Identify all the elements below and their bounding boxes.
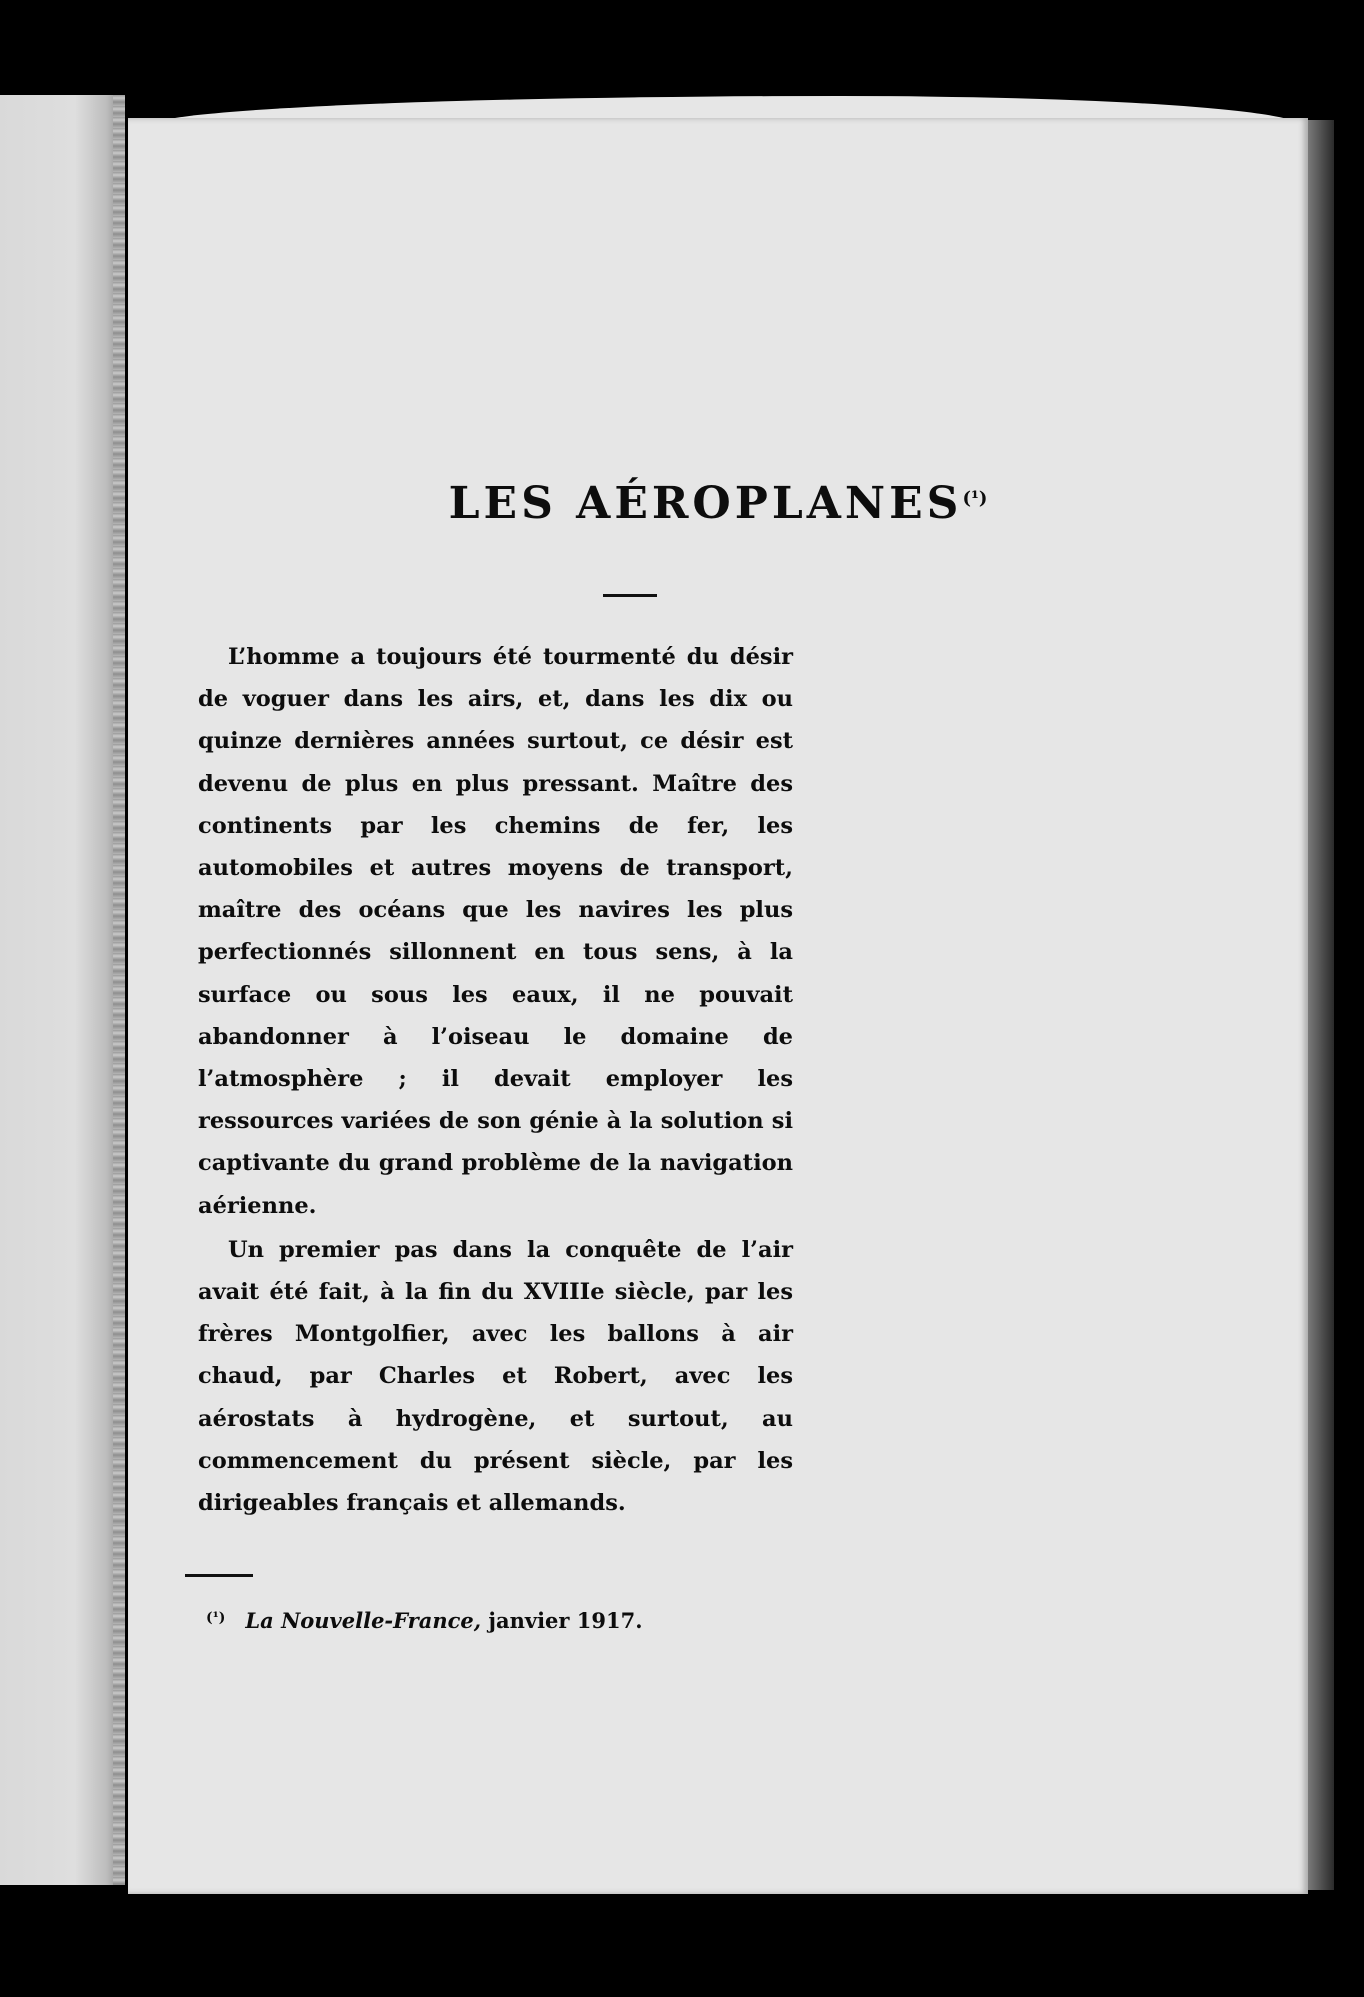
footnote-date: janvier 1917. <box>488 1608 643 1633</box>
paragraph-2: Un premier pas dans la conquête de l’air avait été fait, à la fin du XVIIIe siècle, par les frères Montgolfier, avec les ballons à air chaud, par Charles et Robert, avec les aérostats à hydrogène, et surtout, au commencement du présent siècle, par les dirigeables français et allemands. <box>198 1236 793 1517</box>
page-content <box>128 118 1308 1894</box>
title-divider <box>603 594 657 597</box>
book-page <box>128 118 1308 1894</box>
page-right-edge <box>1308 120 1334 1890</box>
body-text <box>198 636 793 1524</box>
title-footnote-marker: (¹) <box>962 488 988 509</box>
previous-page-edge <box>0 95 125 1885</box>
footnote-source: La Nouvelle-France, <box>245 1608 482 1633</box>
paragraph-1: L’homme a toujours été tourmenté du désir de voguer dans les airs, et, dans les dix ou quinze dernières années surtout, ce désir est devenu de plus en plus pressant. Maître des continents par les chemins de fer, les automobiles et autres moyens de transport, maître des océans que les navires les plus perfectionnés sillonnent en tous sens, à la surface ou sous les eaux, il ne pouvait abandonner à l’oiseau le domaine de l’atmosphère ; il devait employer les ressources variées de son génie à la solution si captivante du grand problème de la navigation aérienne. <box>198 644 793 1219</box>
title-text: LES AÉROPLANES <box>448 478 963 529</box>
footnote-divider <box>185 1574 253 1577</box>
page-title <box>128 478 1308 529</box>
footnote-marker: (¹) <box>206 1610 226 1626</box>
footnote <box>206 1608 643 1633</box>
